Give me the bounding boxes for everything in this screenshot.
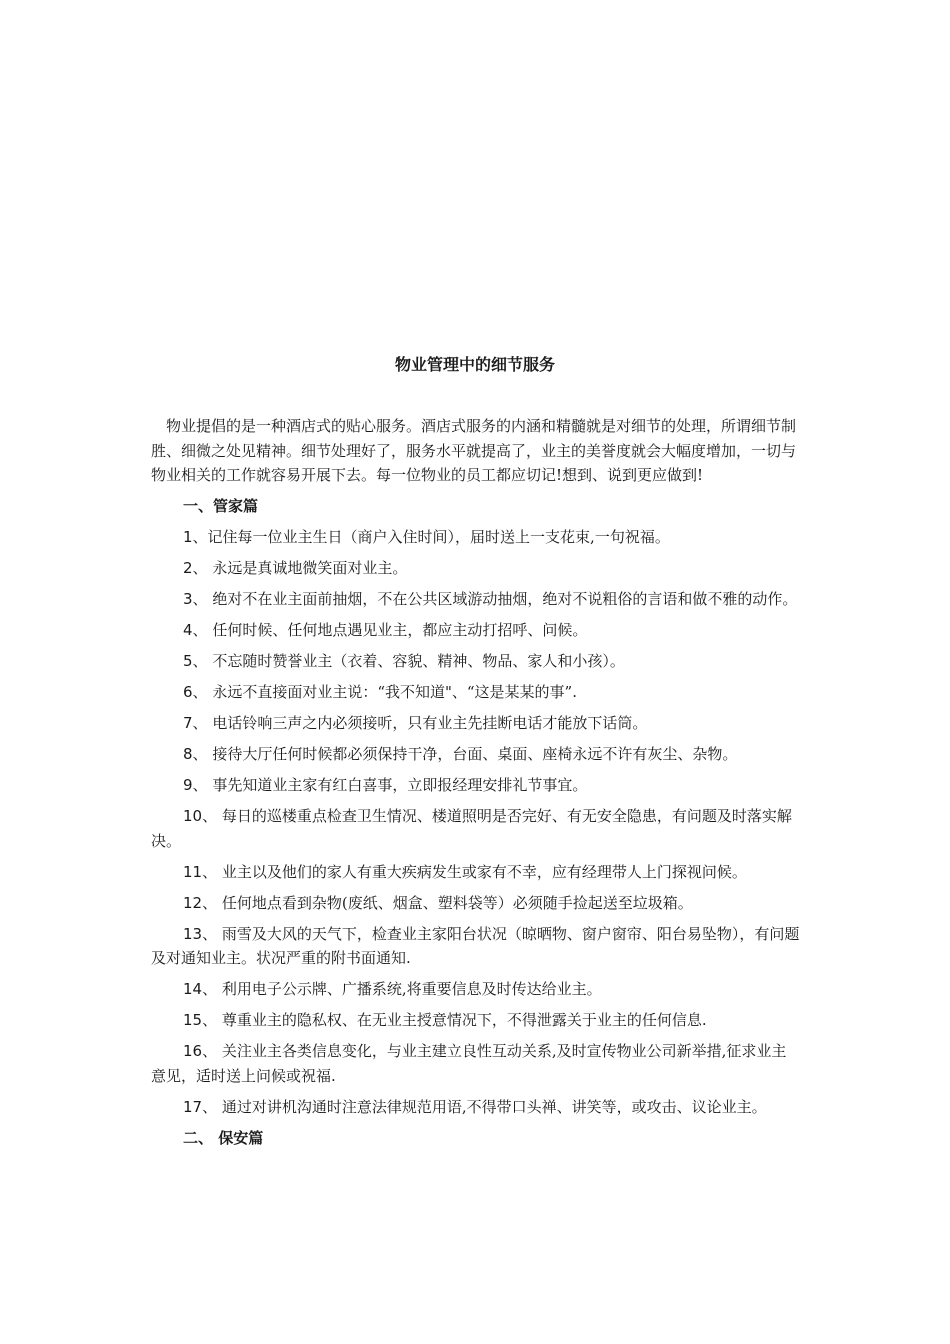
item-number: 16、 (183, 1042, 218, 1060)
item-number: 6、 (183, 683, 208, 701)
intro-paragraph: 物业提倡的是一种酒店式的贴心服务。酒店式服务的内涵和精髓就是对细节的处理，所谓细节制胜、细微之处见精神。细节处理好了，服务水平就提高了，业主的美誉度就会大幅度增加，一切与物业相关的工作就容易开展下去。每一位物业的员工都应切记!想到、说到更应做到! (151, 417, 797, 484)
item-text: 接待大厅任何时候都必须保持干净，台面、桌面、座椅永远不许有灰尘、杂物。 (207, 745, 738, 763)
item-text: 尊重业主的隐私权、在无业主授意情况下，不得泄露关于业主的任何信息. (217, 1011, 707, 1029)
item-text: 雨雪及大风的天气下，检查业主家阳台状况（晾晒物、窗户窗帘、阳台易坠物），有问题及对通知业主。状况严重的附书面通知. (151, 924, 800, 967)
section-heading-butler: 一、管家篇 (183, 497, 259, 515)
item-number: 8、 (183, 745, 208, 763)
list-item (151, 922, 801, 971)
item-text: 通过对讲机沟通时注意法律规范用语,不得带口头禅、讲笑等，或攻击、议论业主。 (217, 1097, 767, 1116)
item-number: 3、 (183, 590, 208, 608)
item-text: 业主以及他们的家人有重大疾病发生或家有不幸，应有经理带人上门探视问候。 (217, 862, 747, 881)
list-item (151, 1008, 801, 1033)
item-number: 11、 (183, 862, 218, 881)
document-title: 物业管理中的细节服务 (394, 355, 555, 374)
item-number: 9、 (183, 776, 208, 794)
item-text: 记住每一位业主生日（商户入住时间），届时送上一支花束,一句祝福。 (207, 528, 670, 546)
list-item (151, 1095, 801, 1120)
item-text: 利用电子公示牌、广播系统,将重要信息及时传达给业主。 (217, 980, 602, 998)
item-text: 事先知道业主家有红白喜事，立即报经理安排礼节事宜。 (207, 776, 588, 794)
list-item (151, 711, 801, 736)
item-text: 每日的巡楼重点检查卫生情况、楼道照明是否完好、有无安全隐患，有问题及时落实解决。 (151, 807, 792, 850)
list-item (151, 680, 801, 705)
item-text: 绝对不在业主面前抽烟，不在公共区域游动抽烟，绝对不说粗俗的言语和做不雅的动作。 (207, 590, 798, 608)
list-item (151, 773, 801, 798)
item-text: 永远是真诚地微笑面对业主。 (207, 559, 408, 577)
list-item (151, 891, 801, 916)
list-item (151, 860, 801, 885)
item-number: 13、 (183, 924, 218, 943)
item-text: 任何地点看到杂物(废纸、烟盒、塑料袋等）必须随手捡起送至垃圾箱。 (217, 893, 693, 912)
list-item (151, 977, 801, 1002)
item-number: 10、 (183, 807, 218, 825)
item-number: 14、 (183, 980, 218, 998)
item-number: 2、 (183, 559, 208, 577)
item-number: 1、 (183, 528, 208, 546)
item-text: 关注业主各类信息变化，与业主建立良性互动关系,及时宣传物业公司新举措,征求业主意见，适时送上问候或祝福. (151, 1042, 787, 1085)
section-heading-security: 二、 保安篇 (183, 1128, 264, 1147)
item-number: 4、 (183, 621, 208, 639)
list-item (151, 804, 801, 853)
item-number: 5、 (183, 652, 208, 670)
list-item (151, 525, 801, 550)
list-item (151, 742, 801, 767)
list-item (151, 649, 801, 674)
list-item (151, 556, 801, 581)
item-text: 任何时候、任何地点遇见业主，都应主动打招呼、问候。 (207, 621, 588, 639)
item-number: 17、 (183, 1097, 218, 1116)
document-body (151, 414, 801, 1157)
item-text: 电话铃响三声之内必须接听，只有业主先挂断电话才能放下话筒。 (207, 714, 648, 732)
list-item (151, 618, 801, 643)
item-text: 永远不直接面对业主说：“我不知道"、“这是某某的事”. (207, 683, 577, 701)
item-number: 15、 (183, 1011, 218, 1029)
item-number: 7、 (183, 714, 208, 732)
item-list (151, 525, 801, 1119)
list-item (151, 587, 801, 612)
list-item (151, 1039, 801, 1088)
item-text: 不忘随时赞誉业主（衣着、容貌、精神、物品、家人和小孩）。 (207, 652, 625, 670)
item-number: 12、 (183, 893, 218, 912)
